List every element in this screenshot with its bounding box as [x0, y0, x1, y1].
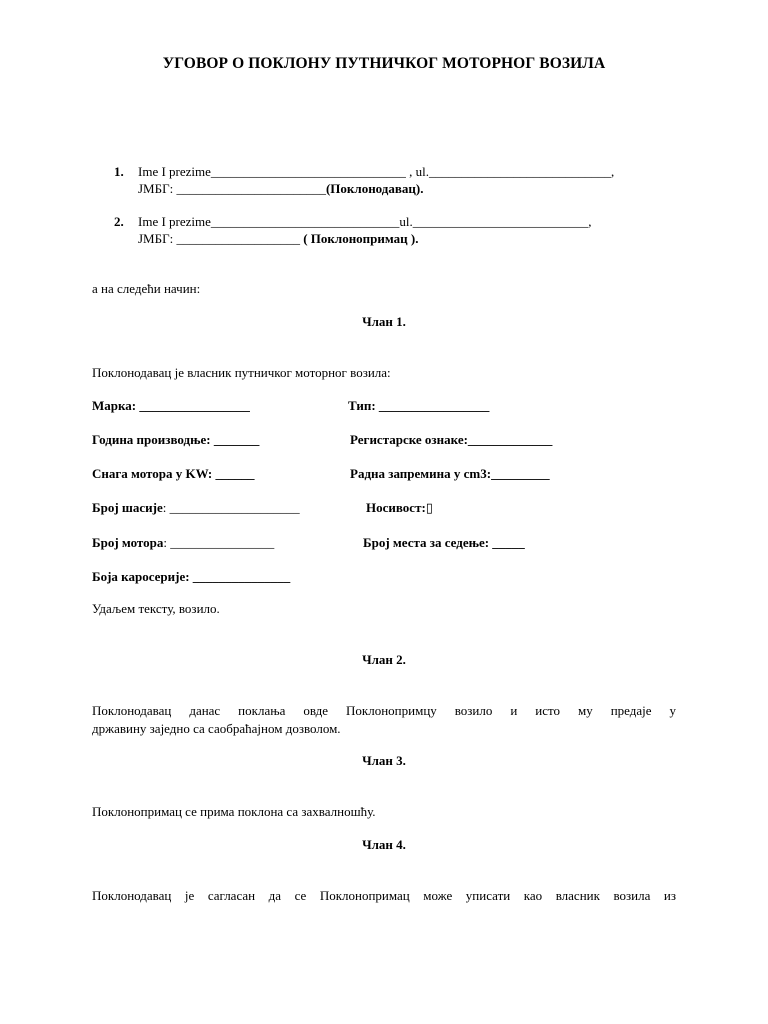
field-chassis: Број шасије: ____________________	[92, 500, 300, 515]
field-registration: Регистарске ознаке:_____________	[350, 432, 553, 447]
party-1-role: (Поклонодавац).	[325, 181, 424, 196]
party-2-number: 2.	[114, 214, 124, 229]
field-power: Снага мотора у KW: ______	[92, 466, 255, 481]
party-1-number: 1.	[114, 164, 124, 179]
article-2-line-1: Поклонодавац данас поклања овде Поклонопримцу возило и исто му предаје у	[92, 703, 676, 718]
field-engine-number: Број мотора: ________________	[92, 535, 275, 550]
field-type: Тип: _________________	[348, 398, 490, 413]
intro-text: а на следећи начин:	[92, 281, 201, 296]
party-2-jmbg: ЈМБГ: ___________________	[138, 231, 300, 246]
article-4-line-1: Поклонодавац је сагласан да се Поклонопримац може уписати као власник возила из	[92, 888, 676, 903]
field-displacement: Радна запремина у cm3:_________	[350, 466, 550, 481]
article-1-heading: Члан 1.	[362, 314, 406, 329]
article-2-heading: Члан 2.	[362, 652, 406, 667]
party-1-name-address: Ime I prezime______________________________ , ul.____________________________,	[138, 164, 615, 179]
article-2-line-2: државину заједно са саобраћајном дозволом.	[92, 721, 341, 736]
article-1-closing: Удаљем тексту, возило.	[92, 601, 220, 616]
field-make: Марка: _________________	[92, 398, 250, 413]
field-seats: Број места за седење: _____	[363, 535, 525, 550]
article-4-heading: Члан 4.	[362, 837, 406, 852]
document-title: УГОВОР О ПОКЛОНУ ПУТНИЧКОГ МОТОРНОГ ВОЗИЛА	[162, 55, 606, 72]
article-3-heading: Члан 3.	[362, 753, 406, 768]
party-2-role: ( Поклонопримац ).	[299, 231, 419, 246]
field-body-color: Боја каросерије: _______________	[92, 569, 291, 584]
party-2-name-address: Ime I prezime_____________________________ul.___________________________,	[138, 214, 592, 229]
party-1-jmbg: ЈМБГ: _______________________	[138, 181, 326, 196]
field-year: Година производње: _______	[92, 432, 260, 447]
article-1-lead: Поклонодавац је власник путничког моторног возила:	[92, 365, 391, 380]
article-3-text: Поклонопримац се прима поклона са захвалношћу.	[92, 804, 376, 819]
field-capacity: Носивост:▯	[366, 500, 433, 515]
